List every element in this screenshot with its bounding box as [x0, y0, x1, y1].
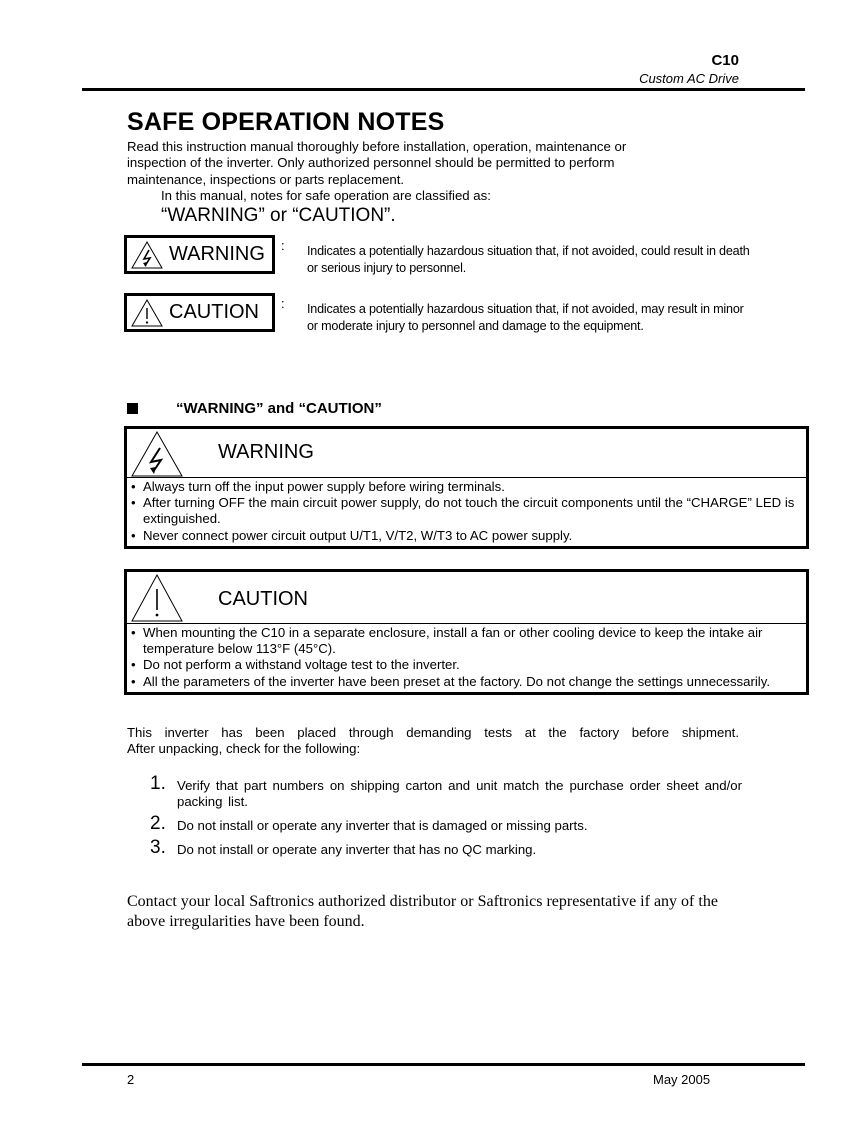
warning-item	[131, 528, 802, 544]
electric-hazard-triangle-icon	[130, 431, 184, 477]
intro-classes-line: “WARNING” or “CAUTION”.	[161, 205, 396, 226]
inspection-line1: This inverter has been placed through demanding tests at the factory before shipment.	[127, 725, 739, 740]
legend-separator: :	[281, 296, 285, 311]
footer-date: May 2005	[653, 1072, 711, 1087]
caution-item	[131, 657, 802, 673]
footer-page-number: 2	[127, 1072, 135, 1087]
footer-rule	[82, 1063, 805, 1066]
contact-paragraph: Contact your local Saftronics authorized distributor or Saftronics representative if any of the above irregularities have been found.	[127, 893, 718, 930]
legend-warning-description	[307, 243, 807, 277]
intro-paragraph: Read this instruction manual thoroughly before installation, operation, maintenance or inspection of the inverter. Only authorized personnel should be permitted to perform maintenance, inspections or parts replacement.	[127, 139, 627, 187]
warning-notice-list	[127, 478, 806, 546]
header-rule	[82, 88, 805, 91]
list-item-text: Verify that part numbers on shipping carton and unit match the purchase order sheet and/or packing list.	[177, 778, 742, 809]
black-square-icon	[127, 403, 138, 414]
warning-item	[131, 479, 802, 495]
legend-caution-description-line2: or moderate injury to personnel and damage to the equipment.	[307, 319, 644, 333]
list-item	[150, 838, 750, 858]
warning-item-text: Never connect power circuit output U/T1, V/T2, W/T3 to AC power supply.	[143, 527, 573, 543]
list-item	[150, 774, 750, 810]
caution-item-text: All the parameters of the inverter have been preset at the factory. Do not change the settings unnecessarily.	[143, 673, 771, 689]
header-subtitle: Custom AC Drive	[639, 71, 739, 86]
caution-notice-header	[127, 572, 806, 624]
warning-item-text: Always turn off the input power supply before wiring terminals.	[143, 479, 505, 494]
list-item	[150, 814, 750, 834]
caution-notice-list	[127, 624, 806, 692]
inspection-line2: After unpacking, check for the following:	[127, 741, 361, 756]
legend-caution-description-line1: Indicates a potentially hazardous situation that, if not avoided, may result in minor	[307, 302, 744, 316]
inspection-paragraph	[127, 725, 739, 757]
warning-item	[131, 495, 802, 527]
section-heading	[127, 400, 382, 417]
caution-item-text: When mounting the C10 in a separate enclosure, install a fan or other cooling device to keep the intake air temperature below 113°F (45°C).	[143, 625, 763, 657]
legend-caution-description	[307, 301, 807, 335]
exclamation-triangle-icon	[131, 299, 163, 327]
warning-notice-title: WARNING	[218, 441, 314, 463]
warning-item-text: After turning OFF the main circuit power supply, do not touch the circuit components until the “CHARGE” LED is extinguished.	[143, 495, 795, 527]
list-item-number: 2.	[150, 813, 166, 834]
bullet: •	[131, 479, 136, 494]
header-model: C10	[711, 52, 739, 69]
caution-item	[131, 674, 802, 690]
inspection-steps-list	[150, 774, 750, 862]
electric-hazard-triangle-icon	[131, 241, 163, 269]
bullet: •	[131, 657, 136, 673]
list-item-number: 1.	[150, 773, 166, 794]
list-item-number: 3.	[150, 837, 166, 858]
legend-warning-description-line1: Indicates a potentially hazardous situation that, if not avoided, could result in death	[307, 244, 750, 258]
list-item-text: Do not install or operate any inverter that has no QC marking.	[177, 842, 537, 857]
page-title: SAFE OPERATION NOTES	[127, 108, 445, 136]
legend-warning-label: WARNING	[169, 243, 265, 265]
bullet: •	[131, 625, 136, 640]
caution-item	[131, 625, 802, 657]
legend-warning-description-line2: or serious injury to personnel.	[307, 261, 467, 275]
legend-separator: :	[281, 238, 285, 253]
list-item-text: Do not install or operate any inverter that is damaged or missing parts.	[177, 818, 588, 833]
caution-item-text: Do not perform a withstand voltage test to the inverter.	[143, 657, 460, 673]
intro-classified-line: In this manual, notes for safe operation are classified as:	[161, 188, 491, 203]
section-heading-text: “WARNING” and “CAUTION”	[176, 400, 382, 417]
bullet: •	[131, 495, 136, 511]
bullet: •	[131, 673, 136, 689]
legend-caution-label: CAUTION	[169, 301, 259, 323]
bullet: •	[131, 527, 136, 543]
legend-caution-label-box	[124, 293, 275, 332]
caution-notice-box	[124, 569, 809, 695]
legend-warning-label-box	[124, 235, 275, 274]
warning-notice-header	[127, 429, 806, 478]
caution-notice-title: CAUTION	[218, 588, 308, 610]
warning-notice-box	[124, 426, 809, 549]
exclamation-triangle-icon	[130, 574, 184, 622]
